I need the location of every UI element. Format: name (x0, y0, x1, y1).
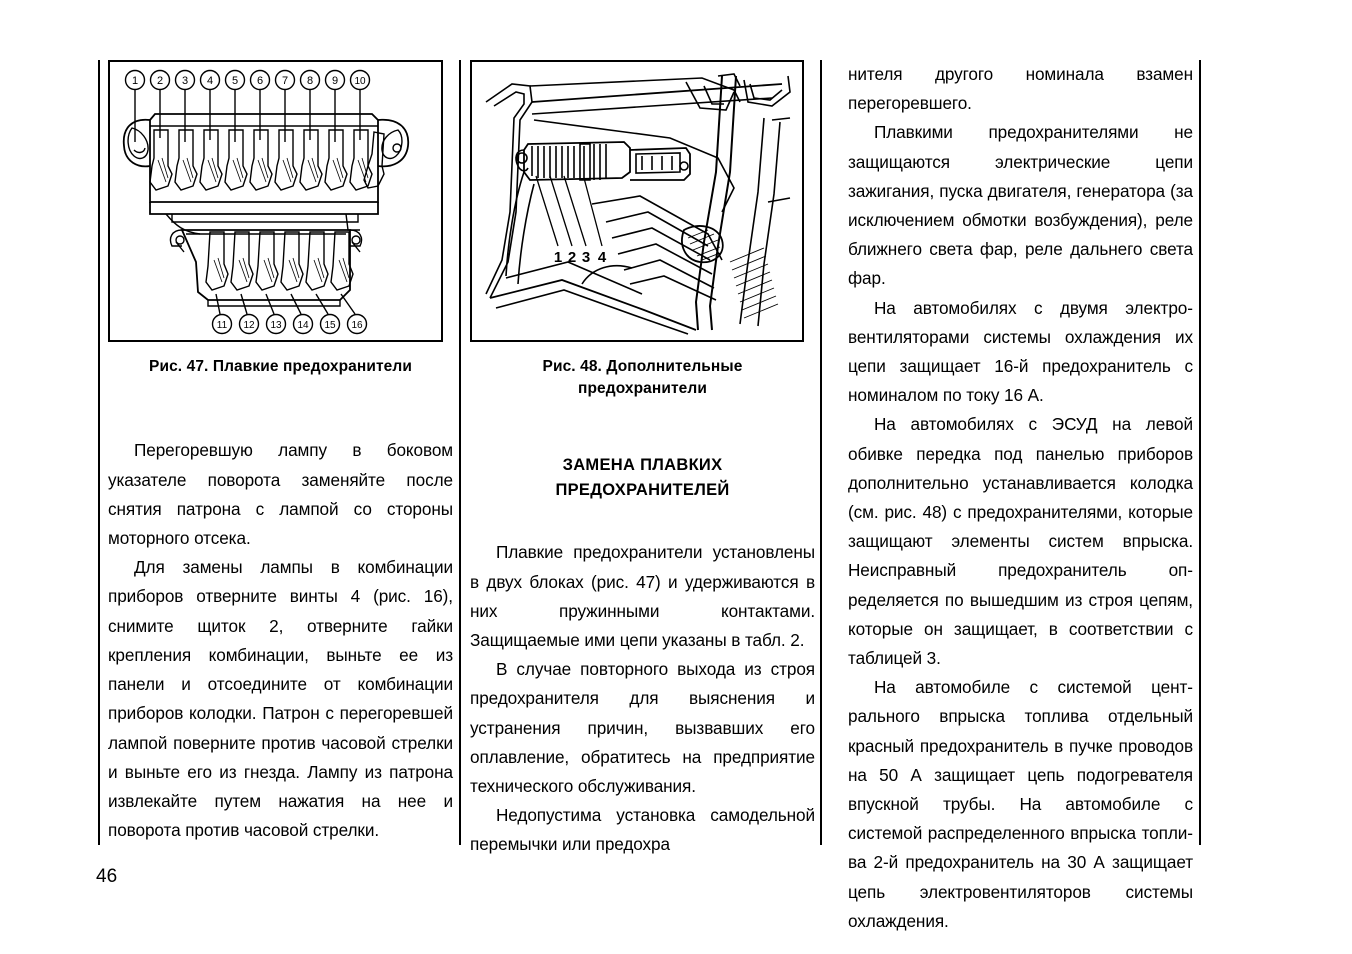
fuse-label-11: 11 (216, 320, 228, 331)
additional-fuses-illustration (472, 62, 802, 340)
paragraph: На автомобиле с системой центрального впрыска топлива отдельный красный предохранитель в пучке проводов на 50 А защищает цепь подогревателя впускной трубы. На автомобиле с системой распределенного впрыска топлива 2-й предохранитель на 30 А защищает цепь электровентиляторов системы охлаждения. (848, 677, 1193, 931)
add-fuse-label-4: 4 (597, 249, 607, 266)
paragraph: Перегоревшую лампу в боковом указателе поворота заменяйте после снятия патрона с лампой со стороны моторного отсека. (108, 440, 453, 549)
section-heading-line2: ПРЕДОХРАНИТЕЛЕЙ (555, 480, 730, 499)
column-left (108, 60, 453, 845)
fuse-label-6: 6 (256, 75, 264, 87)
fuse-label-9: 9 (331, 75, 339, 87)
fuse-label-14: 14 (297, 320, 309, 331)
paragraph-continuation: нителя другого номинала взамен перегоревшего. (848, 64, 1193, 114)
left-margin-rule (98, 60, 100, 845)
fuse-slots-bottom (206, 232, 353, 290)
additional-fuse-block (516, 142, 690, 180)
figure-48 (470, 60, 804, 342)
fuse-label-2: 2 (156, 75, 164, 87)
paragraph: Плавкими предохранителями не защищаются электрические цепи зажигания, пуска двигателя, генератора (за исключением обмотки возбуждения), реле ближнего света фар, реле дальнего света фар. (848, 122, 1193, 289)
paragraph: Недопустима установка самодельной перемычки или предохра (470, 805, 815, 855)
fuse-label-1: 1 (131, 75, 139, 87)
fuse-label-16: 16 (351, 320, 363, 331)
fuse-callout-leaders (536, 176, 602, 246)
section-heading (470, 453, 815, 503)
figure-48-caption-line1: Рис. 48. Дополнительные (542, 358, 743, 375)
column-divider-2 (820, 60, 822, 845)
right-column-text (848, 60, 1193, 936)
add-fuse-label-3: 3 (581, 249, 591, 266)
section-heading-line1: ЗАМЕНА ПЛАВКИХ (562, 455, 723, 474)
paragraph: Для замены лампы в комбинации приборов отверните винты 4 (рис. 16), снимите щиток 2, отверните гайки крепления комбинации, выньте ее из панели и отсоедините от комбинации приборов колодки. Патрон с перегоревшей лампой поверните против часовой стрелки и выньте его из гнезда. Лампу из патрона извлекайте путем нажатия на нее и поворота против часовой стрелки. (108, 557, 453, 841)
fuse-label-13: 13 (270, 320, 282, 331)
right-margin-rule (1199, 60, 1201, 845)
fuse-label-7: 7 (281, 75, 289, 87)
figure-48-caption-line2: предохранители (578, 380, 707, 398)
paragraph: На автомобилях с двумя электровентиляторами системы охлаждения их цепи защищает 16-й предохранитель с номиналом по току 16 А. (848, 297, 1193, 406)
column-right (848, 60, 1193, 936)
figure-48-caption (470, 356, 815, 401)
paragraph: На автомобилях с ЭСУД на левой обивке передка под панелью приборов дополнительно устанавливается колодка (см. рис. 48) с предохранителями, которые защищают элементы систем впрыска. Неисправный предохранитель определяется по вышедшим из строя цепям, которые он защищает, в соответствии с таблицей 3. (848, 414, 1193, 669)
add-fuse-label-1: 1 (553, 249, 563, 266)
add-fuse-label-2: 2 (567, 249, 577, 266)
figure-47 (108, 60, 443, 342)
left-column-text (108, 436, 453, 845)
additional-fuse-number-labels (554, 249, 607, 266)
figure-47-caption: Рис. 47. Плавкие предохранители (149, 358, 412, 375)
middle-column-text (470, 538, 815, 859)
fuse-label-8: 8 (306, 75, 314, 87)
paragraph: Плавкие предохранители установлены в двух блоках (рис. 47) и удерживаются в них пружинными контактами. Защищаемые ими цепи указаны в табл. 2. (470, 542, 815, 651)
fuse-label-15: 15 (324, 320, 336, 331)
fuse-label-12: 12 (243, 320, 255, 331)
fuse-label-5: 5 (231, 75, 239, 87)
fuse-label-10: 10 (354, 76, 366, 87)
column-middle (470, 60, 815, 860)
column-divider-1 (459, 60, 461, 845)
fuse-label-4: 4 (206, 75, 214, 87)
fuse-block-illustration (110, 62, 441, 340)
fuse-label-3: 3 (181, 75, 189, 87)
page-number: 46 (96, 866, 118, 887)
paragraph: В случае повторного выхода из строя предохранителя для выяснения и устранения причин, вызвавших его оплавление, обратитесь на предприятие технического обслуживания. (470, 659, 815, 797)
